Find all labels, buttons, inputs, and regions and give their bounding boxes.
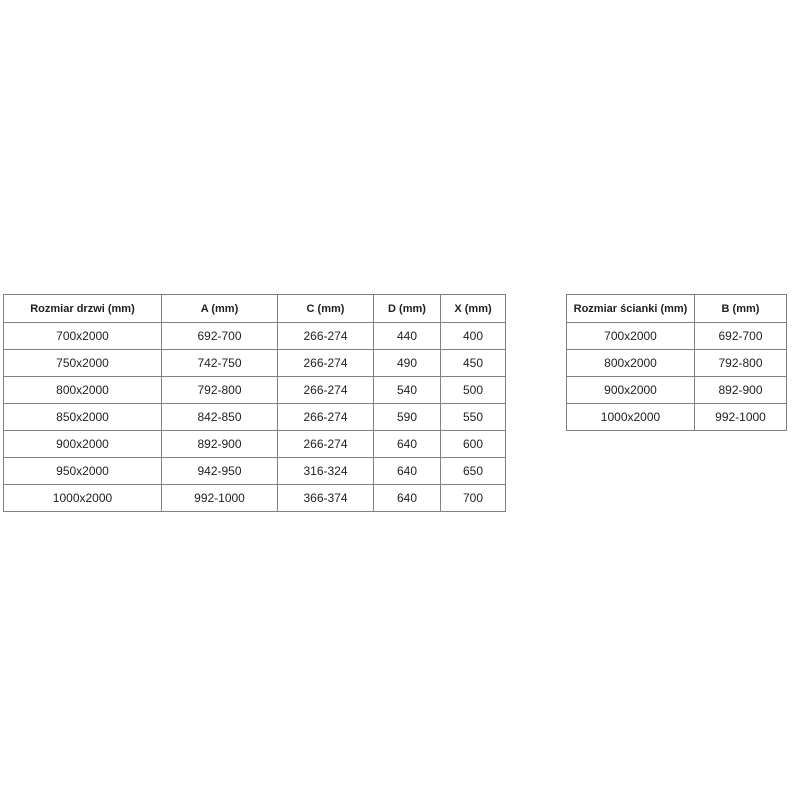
- table-cell: 892-900: [695, 377, 787, 404]
- table-row: [567, 323, 787, 350]
- table-cell: 266-274: [278, 404, 374, 431]
- table-cell: 700: [441, 485, 506, 512]
- table-cell: 692-700: [162, 323, 278, 350]
- table-cell: 550: [441, 404, 506, 431]
- door-sizes-table: [3, 294, 506, 512]
- table-cell: 266-274: [278, 431, 374, 458]
- table-cell: 700x2000: [4, 323, 162, 350]
- column-header: B (mm): [695, 295, 787, 323]
- table-row: [4, 404, 506, 431]
- table-cell: 900x2000: [567, 377, 695, 404]
- table-cell: 892-900: [162, 431, 278, 458]
- table-cell: 942-950: [162, 458, 278, 485]
- table-cell: 440: [374, 323, 441, 350]
- table-row: [567, 404, 787, 431]
- column-header: Rozmiar drzwi (mm): [4, 295, 162, 323]
- table-cell: 366-374: [278, 485, 374, 512]
- table-cell: 266-274: [278, 350, 374, 377]
- table-cell: 1000x2000: [567, 404, 695, 431]
- table-cell: 640: [374, 458, 441, 485]
- table-cell: 540: [374, 377, 441, 404]
- table-cell: 742-750: [162, 350, 278, 377]
- table-cell: 640: [374, 485, 441, 512]
- table-cell: 490: [374, 350, 441, 377]
- table-cell: 266-274: [278, 377, 374, 404]
- table-row: [567, 377, 787, 404]
- table-cell: 900x2000: [4, 431, 162, 458]
- table-row: [4, 377, 506, 404]
- column-header: A (mm): [162, 295, 278, 323]
- table-cell: 842-850: [162, 404, 278, 431]
- table-cell: 800x2000: [4, 377, 162, 404]
- column-header: D (mm): [374, 295, 441, 323]
- table-cell: 316-324: [278, 458, 374, 485]
- table-cell: 650: [441, 458, 506, 485]
- table-cell: 800x2000: [567, 350, 695, 377]
- table-cell: 400: [441, 323, 506, 350]
- table-cell: 992-1000: [162, 485, 278, 512]
- table-cell: 950x2000: [4, 458, 162, 485]
- table-cell: 266-274: [278, 323, 374, 350]
- table-cell: 600: [441, 431, 506, 458]
- table-cell: 450: [441, 350, 506, 377]
- table-cell: 692-700: [695, 323, 787, 350]
- table-row: [4, 350, 506, 377]
- table-cell: 992-1000: [695, 404, 787, 431]
- table-cell: 640: [374, 431, 441, 458]
- table-cell: 700x2000: [567, 323, 695, 350]
- header-row: [567, 295, 787, 323]
- table-row: [4, 485, 506, 512]
- table-row: [4, 431, 506, 458]
- table-row: [4, 458, 506, 485]
- header-row: [4, 295, 506, 323]
- table-cell: 792-800: [695, 350, 787, 377]
- table-cell: 590: [374, 404, 441, 431]
- table-cell: 792-800: [162, 377, 278, 404]
- table-cell: 850x2000: [4, 404, 162, 431]
- column-header: Rozmiar ścianki (mm): [567, 295, 695, 323]
- wall-sizes-table: [566, 294, 787, 431]
- table-row: [4, 323, 506, 350]
- table-cell: 1000x2000: [4, 485, 162, 512]
- table-row: [567, 350, 787, 377]
- column-header: X (mm): [441, 295, 506, 323]
- table-cell: 750x2000: [4, 350, 162, 377]
- table-cell: 500: [441, 377, 506, 404]
- column-header: C (mm): [278, 295, 374, 323]
